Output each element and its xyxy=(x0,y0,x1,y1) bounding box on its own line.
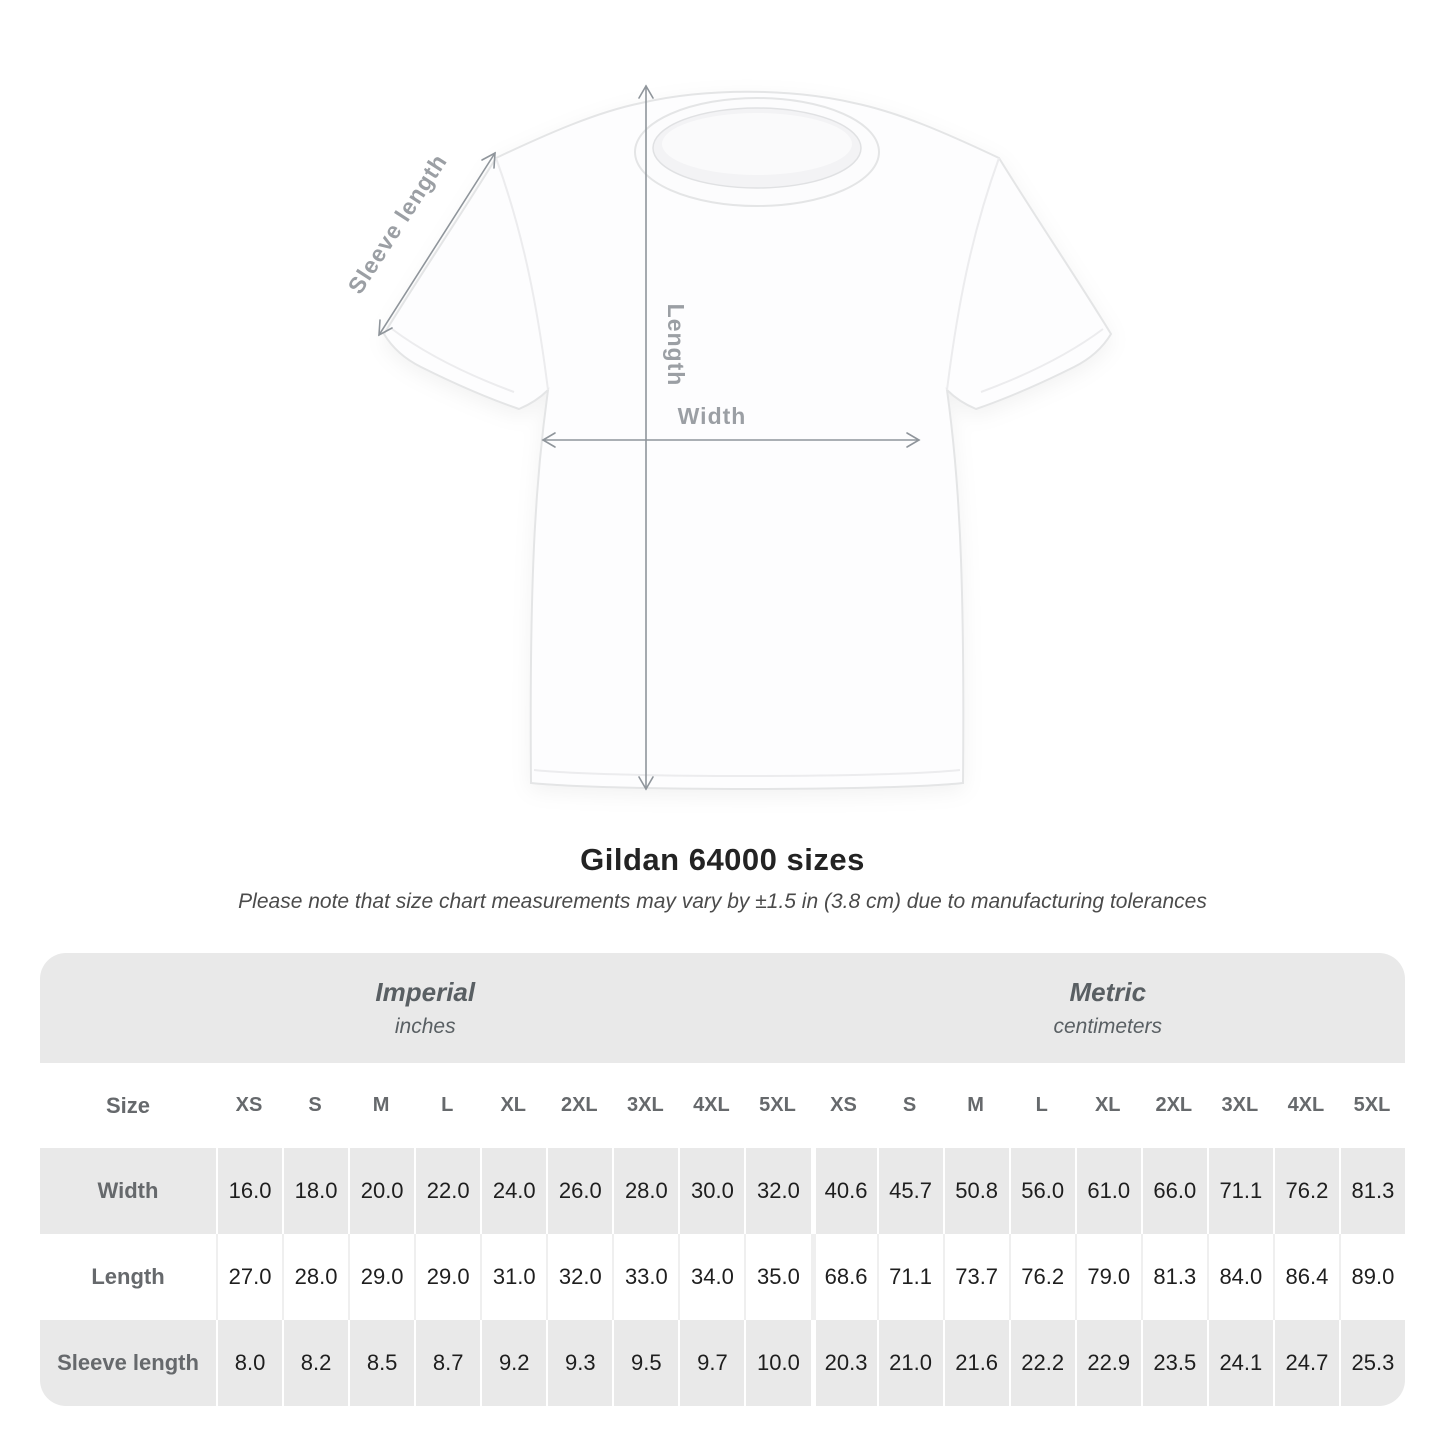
value-cell-imperial: 20.0 xyxy=(348,1148,414,1234)
value-cell-metric: 50.8 xyxy=(943,1148,1009,1234)
size-col-header-metric: S xyxy=(902,1094,917,1116)
value-cell-imperial: 9.3 xyxy=(546,1320,612,1406)
value-cell-imperial: 29.0 xyxy=(414,1234,480,1320)
value-cell-imperial: 34.0 xyxy=(678,1234,744,1320)
value-cell-imperial: 29.0 xyxy=(348,1234,414,1320)
value-cell-imperial: 18.0 xyxy=(282,1148,348,1234)
imperial-title: Imperial xyxy=(375,977,476,1007)
size-col-header-imperial: S xyxy=(308,1094,322,1116)
value-cell-metric: 89.0 xyxy=(1339,1234,1405,1320)
page-title: Gildan 64000 sizes xyxy=(580,842,865,877)
row-label: Length xyxy=(91,1264,165,1289)
value-cell-metric: 66.0 xyxy=(1141,1148,1207,1234)
size-col-header-imperial: 2XL xyxy=(560,1094,598,1116)
size-col-header-imperial: 5XL xyxy=(759,1094,796,1116)
value-cell-metric: 22.9 xyxy=(1075,1320,1141,1406)
table-row xyxy=(40,1234,1405,1320)
tshirt-collar xyxy=(635,98,879,206)
size-col-header-imperial: 4XL xyxy=(693,1094,730,1116)
value-cell-metric: 86.4 xyxy=(1273,1234,1339,1320)
value-cell-metric: 56.0 xyxy=(1009,1148,1075,1234)
value-cell-imperial: 8.5 xyxy=(348,1320,414,1406)
value-cell-metric: 23.5 xyxy=(1141,1320,1207,1406)
value-cell-imperial: 28.0 xyxy=(282,1234,348,1320)
value-cell-imperial: 9.5 xyxy=(612,1320,678,1406)
value-cell-metric: 45.7 xyxy=(877,1148,943,1234)
size-col-header-imperial: XS xyxy=(235,1094,263,1116)
row-label: Width xyxy=(97,1178,159,1203)
size-row-label: Size xyxy=(105,1092,151,1118)
value-cell-imperial: 28.0 xyxy=(612,1148,678,1234)
value-cell-metric: 24.7 xyxy=(1273,1320,1339,1406)
value-cell-metric: 79.0 xyxy=(1075,1234,1141,1320)
value-cell-imperial: 8.0 xyxy=(216,1320,282,1406)
value-cell-metric: 81.3 xyxy=(1339,1148,1405,1234)
value-cell-metric: 22.2 xyxy=(1009,1320,1075,1406)
size-col-header-imperial: 3XL xyxy=(627,1094,664,1116)
value-cell-metric: 40.6 xyxy=(811,1148,877,1234)
tolerance-note: Please note that size chart measurements may vary by ±1.5 in (3.8 cm) due to manufacturing tolerances xyxy=(238,890,1207,913)
value-cell-imperial: 30.0 xyxy=(678,1148,744,1234)
size-table xyxy=(40,953,1405,1406)
size-header-row xyxy=(40,1063,1405,1148)
value-cell-imperial: 10.0 xyxy=(744,1320,810,1406)
size-col-header-metric: XS xyxy=(830,1094,857,1116)
size-col-header-imperial: M xyxy=(372,1094,390,1116)
value-cell-metric: 76.2 xyxy=(1273,1148,1339,1234)
value-cell-metric: 71.1 xyxy=(1207,1148,1273,1234)
sleeve-length-label: Sleeve length xyxy=(342,148,453,299)
value-cell-metric: 84.0 xyxy=(1207,1234,1273,1320)
value-cell-imperial: 32.0 xyxy=(744,1148,810,1234)
value-cell-metric: 76.2 xyxy=(1009,1234,1075,1320)
table-row xyxy=(40,1148,1405,1234)
imperial-header xyxy=(40,953,811,1063)
value-cell-imperial: 26.0 xyxy=(546,1148,612,1234)
size-col-header-imperial: L xyxy=(441,1094,454,1116)
value-cell-imperial: 8.2 xyxy=(282,1320,348,1406)
table-row xyxy=(40,1320,1405,1406)
heading-block xyxy=(0,842,1445,914)
unit-header-band xyxy=(40,953,1405,1063)
metric-unit: centimeters xyxy=(1053,1015,1163,1038)
value-cell-metric: 24.1 xyxy=(1207,1320,1273,1406)
value-cell-imperial: 24.0 xyxy=(480,1148,546,1234)
value-cell-metric: 68.6 xyxy=(811,1234,877,1320)
size-col-header-metric: 2XL xyxy=(1155,1094,1193,1116)
value-cell-imperial: 32.0 xyxy=(546,1234,612,1320)
value-cell-imperial: 33.0 xyxy=(612,1234,678,1320)
imperial-unit: inches xyxy=(394,1015,456,1038)
size-col-header-metric: 4XL xyxy=(1287,1094,1325,1116)
size-col-header-metric: M xyxy=(967,1094,984,1116)
width-label: Width xyxy=(677,403,747,429)
value-cell-metric: 81.3 xyxy=(1141,1234,1207,1320)
value-cell-imperial: 31.0 xyxy=(480,1234,546,1320)
value-cell-metric: 61.0 xyxy=(1075,1148,1141,1234)
value-cell-imperial: 9.7 xyxy=(678,1320,744,1406)
metric-header xyxy=(811,953,1406,1063)
size-col-header-imperial: XL xyxy=(500,1094,527,1116)
value-cell-imperial: 9.2 xyxy=(480,1320,546,1406)
size-col-header-metric: 3XL xyxy=(1221,1094,1259,1116)
value-cell-imperial: 8.7 xyxy=(414,1320,480,1406)
value-cell-metric: 20.3 xyxy=(811,1320,877,1406)
size-col-header-metric: L xyxy=(1035,1094,1048,1116)
size-col-header-metric: XL xyxy=(1094,1094,1121,1116)
value-cell-imperial: 16.0 xyxy=(216,1148,282,1234)
value-cell-imperial: 22.0 xyxy=(414,1148,480,1234)
value-cell-imperial: 35.0 xyxy=(744,1234,810,1320)
length-label: Length xyxy=(663,303,689,387)
value-cell-metric: 71.1 xyxy=(877,1234,943,1320)
value-cell-metric: 25.3 xyxy=(1339,1320,1405,1406)
size-col-header-metric: 5XL xyxy=(1353,1094,1391,1116)
value-cell-metric: 21.0 xyxy=(877,1320,943,1406)
value-cell-imperial: 27.0 xyxy=(216,1234,282,1320)
value-cell-metric: 73.7 xyxy=(943,1234,1009,1320)
value-cell-metric: 21.6 xyxy=(943,1320,1009,1406)
metric-title: Metric xyxy=(1069,977,1147,1007)
row-label: Sleeve length xyxy=(57,1350,199,1375)
